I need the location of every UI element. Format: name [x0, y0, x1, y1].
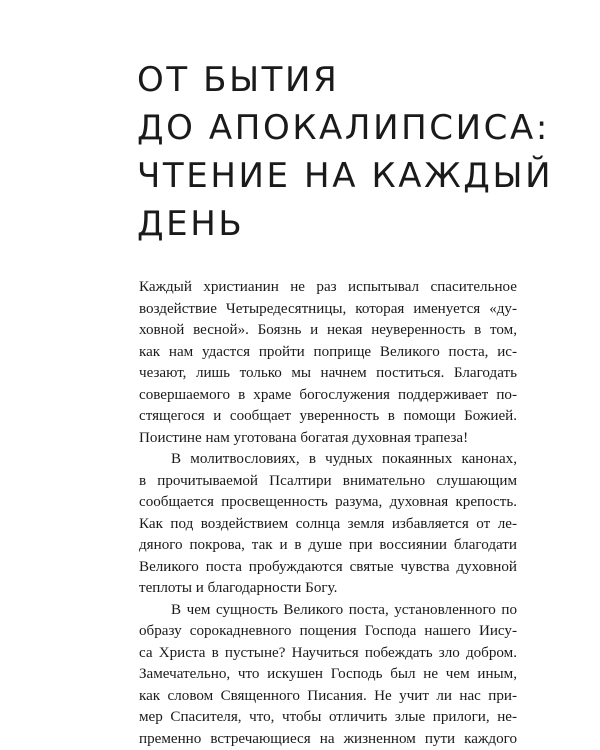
text-line: в прочитываемой Псалтири внимательно слушающим [139, 472, 517, 489]
text-line: стящегося и сообщает уверенность в помощи Божией. [139, 408, 517, 424]
title-line: ОТ БЫТИЯ [137, 60, 340, 100]
title-line: ДЕНЬ [137, 204, 245, 244]
text-line: как нам удастся пройти поприще Великого поста, ис- [139, 343, 517, 360]
text-line: теплоты и благодарности Богу. [139, 580, 338, 596]
paragraph-2 [139, 449, 517, 600]
text-line: Замечательно, что искушен Господь был не чем иным, [139, 666, 517, 682]
text-line: ховной весной». Боязнь и некая неуверенность в том, [139, 322, 517, 338]
text-line: чезают, лишь только мы начнем поститься. Благодать [139, 365, 517, 381]
text-line: образу сорокадневного пощения Господа нашего Иису- [139, 623, 517, 639]
text-line: Как под воздействием солнца земля избавляется от ле- [139, 515, 517, 532]
paragraph-3 [139, 600, 517, 750]
title-line: ЧТЕНИЕ НА КАЖДЫЙ [137, 156, 554, 196]
text-line: Каждый христианин не раз испытывал спасительное [139, 279, 517, 295]
text-line: Поистине нам уготована богатая духовная трапеза! [139, 429, 469, 446]
text-line: мер Спасителя, что, чтобы отличить злые прилоги, не- [139, 709, 517, 725]
text-line: воздействие Четыредесятницы, которая именуется «ду- [139, 300, 517, 317]
text-line: дяного покрова, так и в душе при воссиянии благодати [139, 537, 517, 553]
body-text [139, 277, 517, 750]
text-line: В молитвословиях, в чудных покаянных канонах, [171, 451, 517, 467]
paragraph-1 [139, 277, 517, 449]
text-line: как словом Священного Писания. Не учит ли нас при- [139, 687, 517, 704]
text-line: Великого поста пробуждаются святые чувства духовной [139, 558, 517, 575]
text-line: са Христа в пустыне? Научиться побеждать зло добром. [139, 644, 517, 661]
text-line: совершаемого в храме богослужения поддерживает по- [139, 386, 517, 403]
text-line: сообщается просвещенность разума, духовная крепость. [139, 494, 517, 510]
title-line: ДО АПОКАЛИПСИСА: [137, 108, 550, 148]
chapter-title [137, 56, 553, 248]
text-line: В чем сущность Великого поста, установленного по [171, 601, 517, 618]
text-line: пременно встречающиеся на жизненном пути каждого [139, 730, 517, 747]
